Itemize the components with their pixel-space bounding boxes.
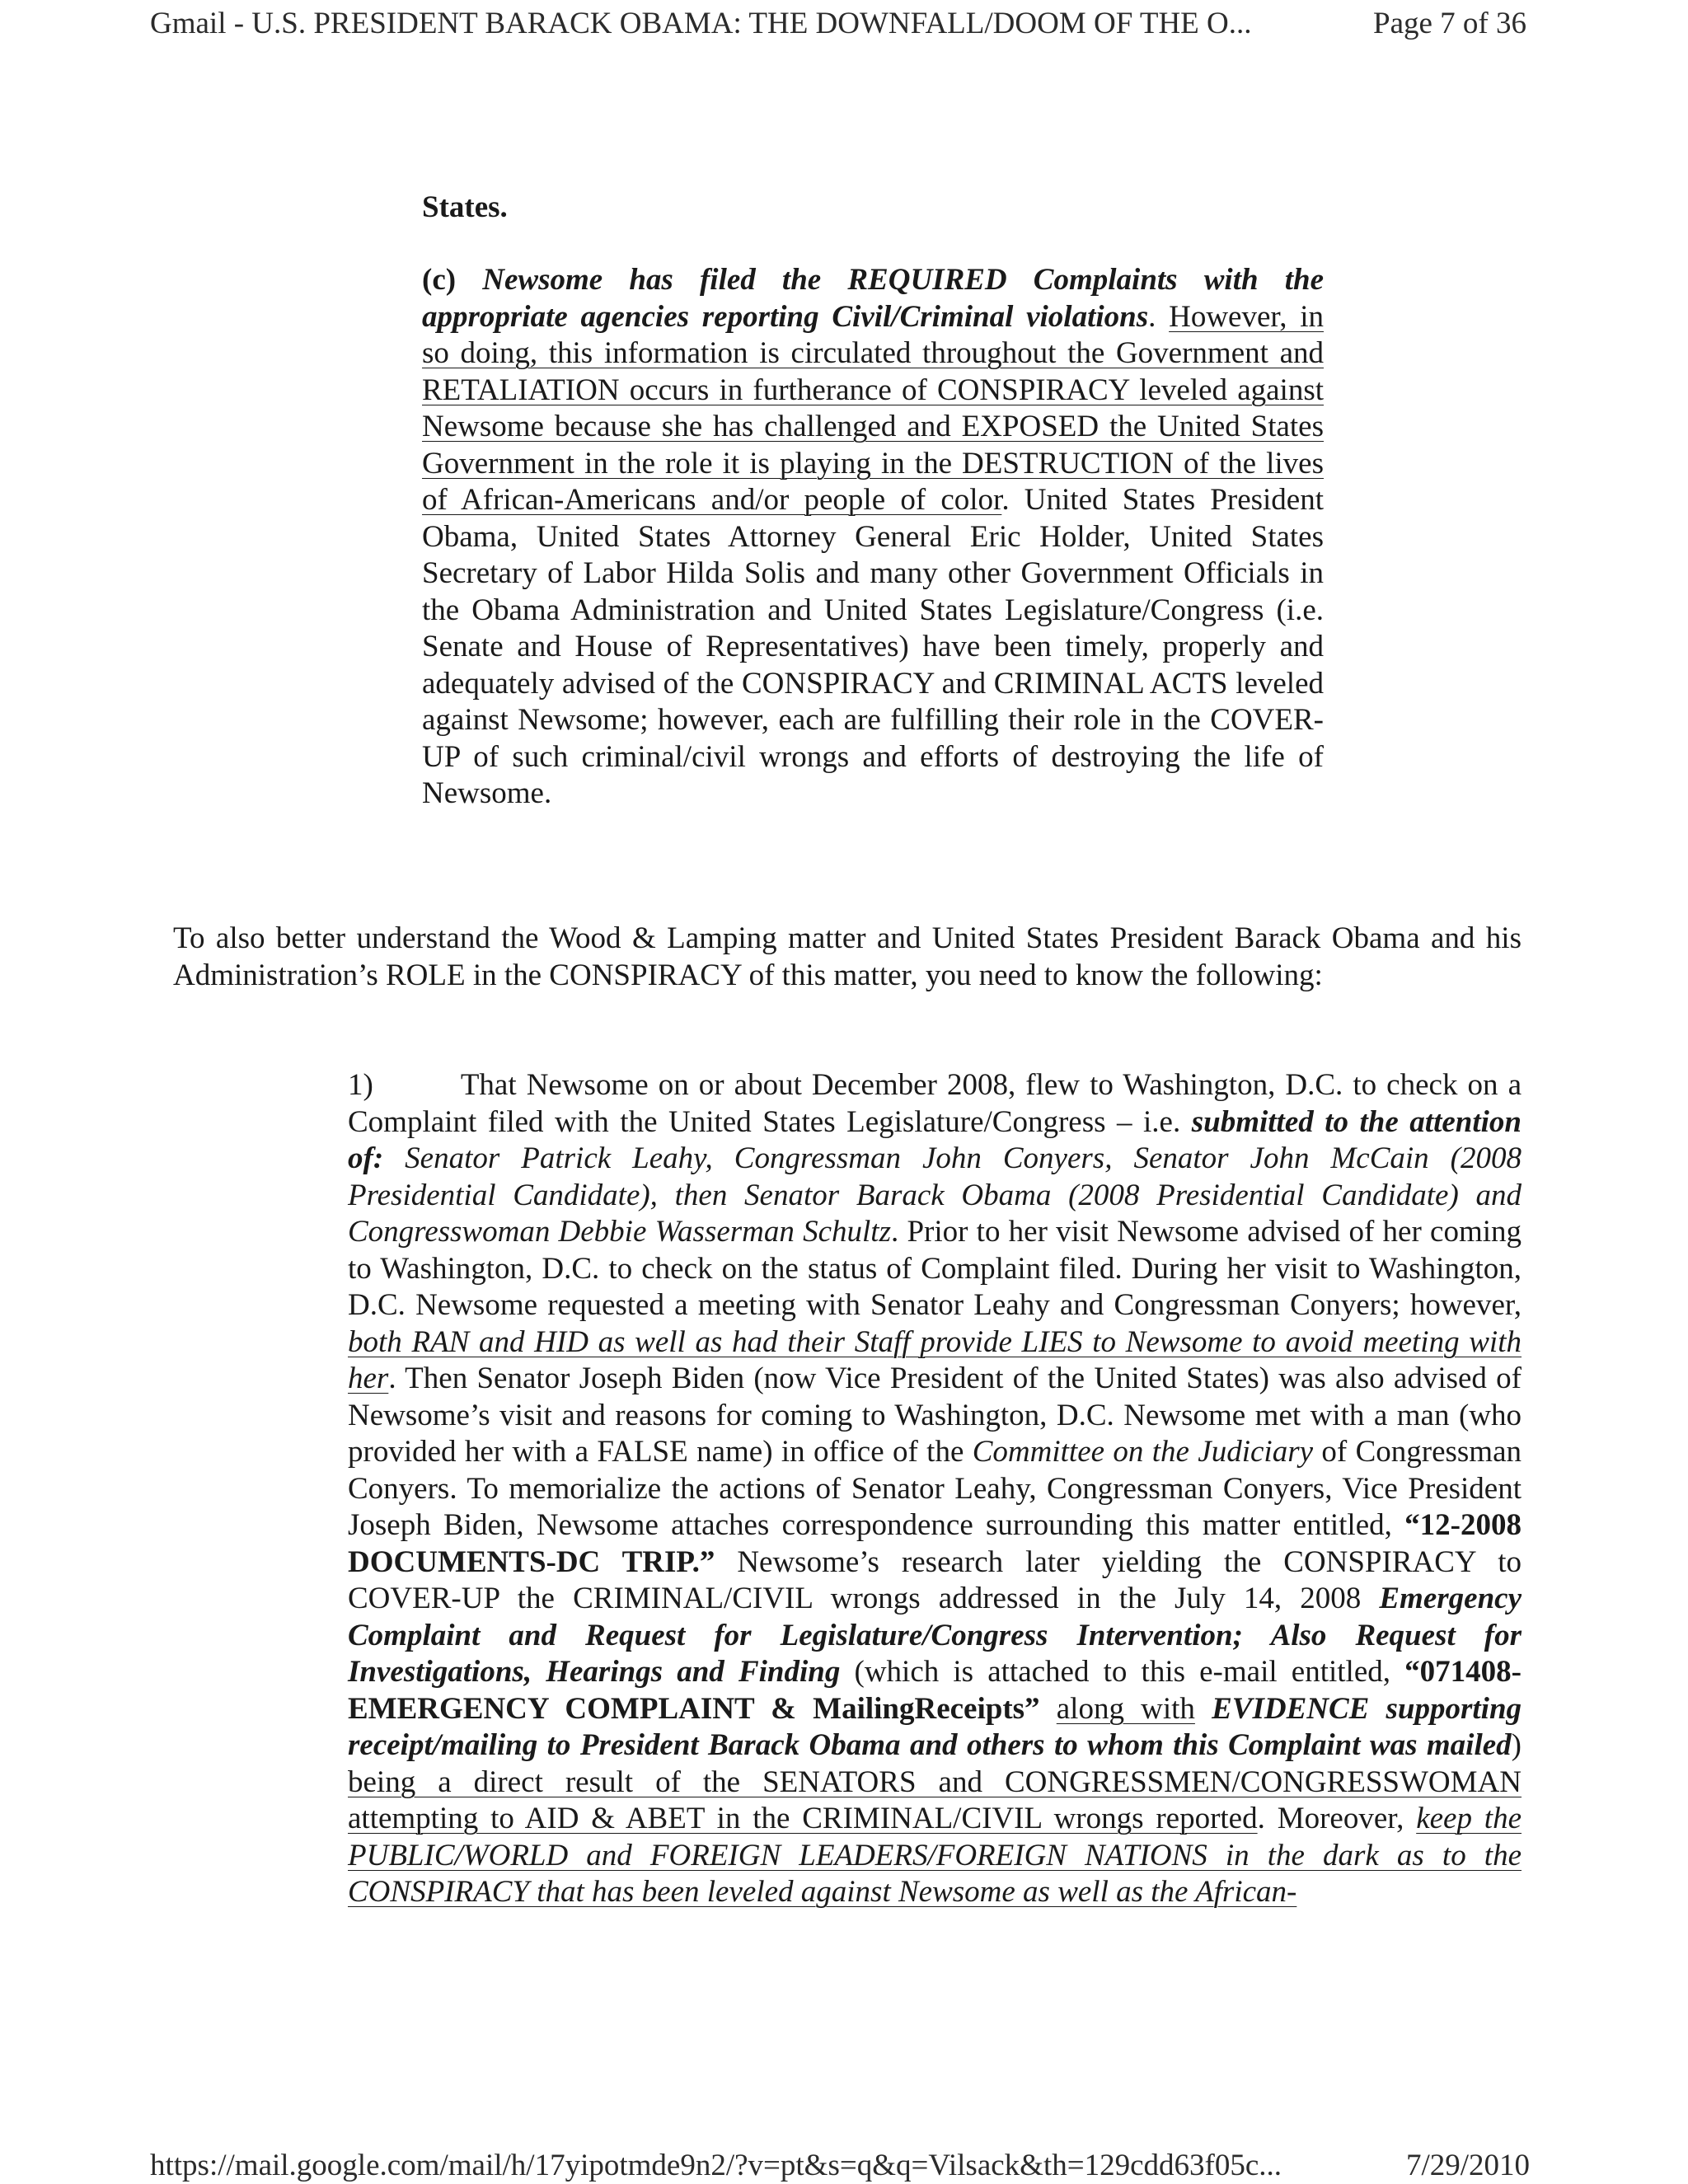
paragraph-c-label: (c)	[422, 263, 457, 297]
paragraph-c-underlined: However, in so doing, this information is circulated throughout the Government and RETALIATION occurs in furtherance of CONSPIRACY leveled against Newsome because she has challenged and EXPOSED the United States Government in the role it is playing in the DESTRUCTION of the lives of African-Americans and/or people of color	[422, 299, 1324, 517]
states-fragment: States.	[422, 190, 508, 224]
intro-paragraph: To also better understand the Wood & Lamping matter and United States President Barack Obama and his Administration’s ROLE in the CONSPIRACY of this matter, you need to know the following:	[173, 921, 1522, 992]
paragraph-c-text: . United States President Obama, United States Attorney General Eric Holder, United States Secretary of Labor Hilda Solis and many other Government Officials in the Obama Administration and United States Legislature/Congress (i.e. Senate and House of Representatives) have been timely, properly and adequately advised of the CONSPIRACY and CRIMINAL ACTS leveled against Newsome; however, each are fulfilling their role in the COVER-UP of such criminal/civil wrongs and efforts of destroying the life of Newsome.	[422, 483, 1324, 810]
paragraph-c-heading: Newsome has filed the REQUIRED Complaints with the appropriate agencies reporting Civil/Criminal violations	[422, 263, 1324, 334]
print-footer	[0, 2147, 1688, 2184]
print-header-title: Gmail - U.S. PRESIDENT BARACK OBAMA: THE DOWNFALL/DOOM OF THE O...	[150, 7, 1252, 40]
footer-date: 7/29/2010	[1406, 2149, 1531, 2182]
list-item-1-number: 1)	[348, 1068, 373, 1102]
page-number: Page 7 of 36	[1373, 7, 1526, 40]
print-header	[0, 3, 1688, 45]
paragraph-c	[422, 262, 1324, 813]
footer-url: https://mail.google.com/mail/h/17yipotmde9n2/?v=pt&s=q&q=Vilsack&th=129cdd63f05c...	[150, 2149, 1282, 2182]
paragraph-c-period: .	[1148, 299, 1156, 334]
list-item-1: 1) That Newsome on or about December 2008, flew to Washington, D.C. to check on a Complaint filed with the United States Legislature/Congress – i.e. submitted to the attention of: Senator Patrick Leahy, Congressman John Conyers, Senator John McCain (2008 Presidential Candidate), then Senator Barack Obama (2008 Presidential Candidate) and Congresswoman Debbie Wasserman Schultz. Prior to her visit Newsome advised of her coming to Washington, D.C. to check on the status of Complaint filed. During her visit to Washington, D.C. Newsome requested a meeting with Senator Leahy and Congressman Conyers; however, both RAN and HID as well as had their Staff provide LIES to Newsome to avoid meeting with her. Then Senator Joseph Biden (now Vice President of the United States) was also advised of Newsome’s visit and reasons for coming to Washington, D.C. Newsome met with a man (who provided her with a FALSE name) in office of the Committee on the Judiciary of Congressman Conyers. To memorialize the actions of Senator Leahy, Congressman Conyers, Vice President Joseph Biden, Newsome attaches correspondence surrounding this matter entitled, “12-2008 DOCUMENTS-DC TRIP.” Newsome’s research later yielding the CONSPIRACY to COVER-UP the CRIMINAL/CIVIL wrongs addressed in the July 14, 2008 Emergency Complaint and Request for Legislature/Congress Intervention; Also Request for Investigations, Hearings and Finding (which is attached to this e-mail entitled, “071408-EMERGENCY COMPLAINT & MailingReceipts” along with EVIDENCE supporting receipt/mailing to President Barack Obama and others to whom this Complaint was mailed) being a direct result of the SENATORS and CONGRESSMEN/CONGRESSWOMAN attempting to AID & ABET in the CRIMINAL/CIVIL wrongs reported. Moreover, keep the PUBLIC/WORLD and FOREIGN LEADERS/FOREIGN NATIONS in the dark as to the CONSPIRACY that has been leveled against Newsome as well as the African-	[348, 1068, 1522, 1909]
